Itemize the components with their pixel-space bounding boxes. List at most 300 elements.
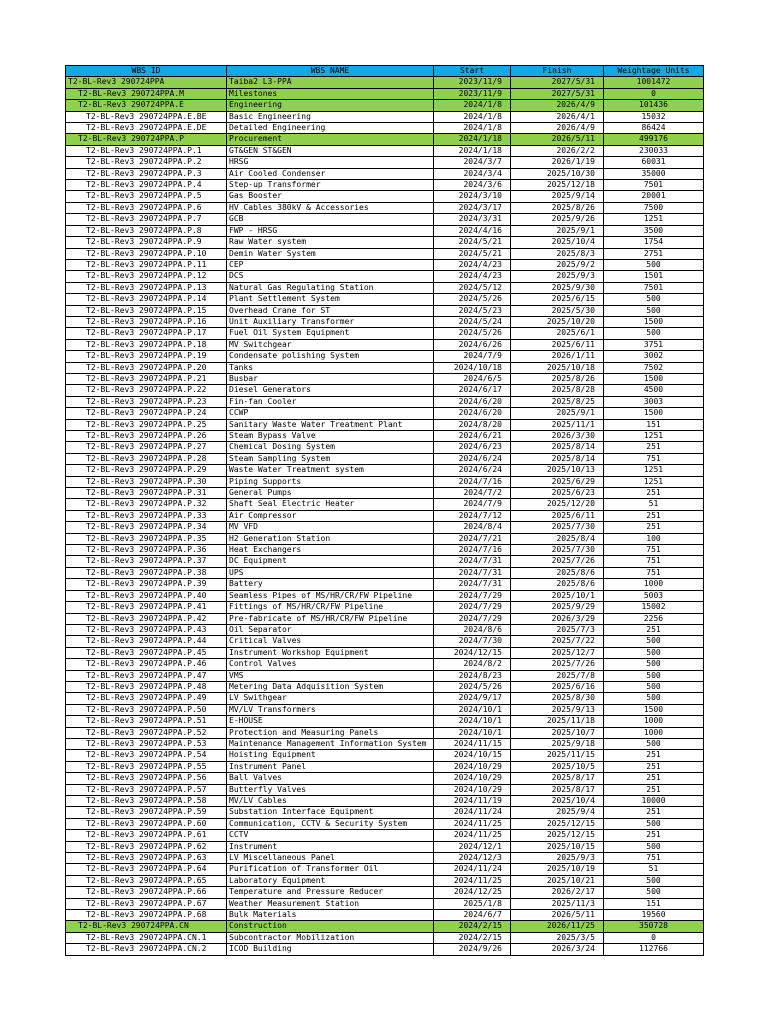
cell-finish[interactable]: 2025/10/5 xyxy=(511,761,604,772)
cell-wbs-id[interactable]: T2-BL-Rev3 290724PPA.P.38 xyxy=(66,567,227,578)
cell-finish[interactable]: 2025/9/4 xyxy=(511,807,604,818)
cell-weightage[interactable]: 751 xyxy=(604,853,704,864)
cell-weightage[interactable]: 3002 xyxy=(604,351,704,362)
cell-weightage[interactable]: 751 xyxy=(604,453,704,464)
cell-wbs-id[interactable]: T2-BL-Rev3 290724PPA.P.57 xyxy=(66,784,227,795)
cell-wbs-id[interactable]: T2-BL-Rev3 290724PPA.P.15 xyxy=(66,305,227,316)
cell-wbs-name[interactable]: Protection and Measuring Panels xyxy=(227,727,434,738)
cell-finish[interactable]: 2025/10/21 xyxy=(511,875,604,886)
cell-start[interactable]: 2024/1/18 xyxy=(434,134,511,145)
cell-finish[interactable]: 2025/10/30 xyxy=(511,168,604,179)
cell-wbs-name[interactable]: Subcontractor Mobilization xyxy=(227,932,434,943)
cell-wbs-name[interactable]: E-HOUSE xyxy=(227,716,434,727)
cell-weightage[interactable]: 19560 xyxy=(604,910,704,921)
table-row[interactable] xyxy=(66,510,704,521)
cell-weightage[interactable]: 500 xyxy=(604,681,704,692)
cell-finish[interactable]: 2026/3/29 xyxy=(511,613,604,624)
table-row[interactable] xyxy=(66,613,704,624)
cell-start[interactable]: 2024/5/21 xyxy=(434,248,511,259)
cell-finish[interactable]: 2025/12/18 xyxy=(511,180,604,191)
cell-start[interactable]: 2024/7/16 xyxy=(434,476,511,487)
cell-weightage[interactable]: 251 xyxy=(604,807,704,818)
cell-finish[interactable]: 2026/4/9 xyxy=(511,123,604,134)
cell-weightage[interactable]: 499176 xyxy=(604,134,704,145)
cell-weightage[interactable]: 0 xyxy=(604,932,704,943)
table-row[interactable] xyxy=(66,214,704,225)
cell-wbs-id[interactable]: T2-BL-Rev3 290724PPA.P.49 xyxy=(66,693,227,704)
cell-start[interactable]: 2024/7/29 xyxy=(434,590,511,601)
cell-finish[interactable]: 2025/11/18 xyxy=(511,716,604,727)
cell-wbs-id[interactable]: T2-BL-Rev3 290724PPA.P.2 xyxy=(66,157,227,168)
cell-start[interactable]: 2024/6/23 xyxy=(434,442,511,453)
table-row[interactable] xyxy=(66,761,704,772)
cell-wbs-name[interactable]: Detailed Engineering xyxy=(227,123,434,134)
cell-wbs-name[interactable]: Demin Water System xyxy=(227,248,434,259)
cell-start[interactable]: 2024/3/4 xyxy=(434,168,511,179)
cell-wbs-name[interactable]: Communication, CCTV & Security System xyxy=(227,818,434,829)
cell-start[interactable]: 2024/6/20 xyxy=(434,396,511,407)
cell-wbs-id[interactable]: T2-BL-Rev3 290724PPA.P.36 xyxy=(66,545,227,556)
cell-start[interactable]: 2024/3/6 xyxy=(434,180,511,191)
cell-weightage[interactable]: 3751 xyxy=(604,339,704,350)
cell-finish[interactable]: 2025/5/30 xyxy=(511,305,604,316)
cell-wbs-id[interactable]: T2-BL-Rev3 290724PPA.E.DE xyxy=(66,123,227,134)
cell-wbs-name[interactable]: Control Valves xyxy=(227,659,434,670)
cell-finish[interactable]: 2025/10/1 xyxy=(511,590,604,601)
cell-wbs-id[interactable]: T2-BL-Rev3 290724PPA.P.32 xyxy=(66,499,227,510)
cell-finish[interactable]: 2025/12/15 xyxy=(511,830,604,841)
cell-weightage[interactable]: 500 xyxy=(604,636,704,647)
cell-wbs-name[interactable]: Gas Booster xyxy=(227,191,434,202)
cell-weightage[interactable]: 500 xyxy=(604,738,704,749)
cell-weightage[interactable]: 7502 xyxy=(604,362,704,373)
cell-wbs-name[interactable]: Weather Measurement Station xyxy=(227,898,434,909)
cell-weightage[interactable]: 3500 xyxy=(604,225,704,236)
cell-wbs-id[interactable]: T2-BL-Rev3 290724PPA.CN.2 xyxy=(66,944,227,955)
cell-finish[interactable]: 2025/6/23 xyxy=(511,488,604,499)
cell-wbs-id[interactable]: T2-BL-Rev3 290724PPA.P.14 xyxy=(66,294,227,305)
cell-wbs-name[interactable]: HRSG xyxy=(227,157,434,168)
table-row[interactable] xyxy=(66,784,704,795)
cell-wbs-name[interactable]: DC Equipment xyxy=(227,556,434,567)
cell-weightage[interactable]: 251 xyxy=(604,750,704,761)
cell-finish[interactable]: 2025/7/26 xyxy=(511,659,604,670)
cell-finish[interactable]: 2026/5/11 xyxy=(511,910,604,921)
table-row[interactable] xyxy=(66,864,704,875)
cell-start[interactable]: 2024/6/20 xyxy=(434,408,511,419)
cell-weightage[interactable]: 1501 xyxy=(604,271,704,282)
cell-start[interactable]: 2024/7/29 xyxy=(434,613,511,624)
cell-start[interactable]: 2024/4/23 xyxy=(434,259,511,270)
cell-wbs-id[interactable]: T2-BL-Rev3 290724PPA.P.35 xyxy=(66,533,227,544)
cell-wbs-name[interactable]: Taiba2 L3-PPA xyxy=(227,77,434,88)
table-row[interactable] xyxy=(66,373,704,384)
cell-wbs-name[interactable]: Busbar xyxy=(227,373,434,384)
cell-weightage[interactable]: 500 xyxy=(604,693,704,704)
cell-weightage[interactable]: 7501 xyxy=(604,180,704,191)
cell-wbs-id[interactable]: T2-BL-Rev3 290724PPA.P.6 xyxy=(66,202,227,213)
cell-wbs-name[interactable]: FWP - HRSG xyxy=(227,225,434,236)
cell-wbs-name[interactable]: Air Compressor xyxy=(227,510,434,521)
table-row[interactable] xyxy=(66,522,704,533)
cell-start[interactable]: 2024/6/26 xyxy=(434,339,511,350)
header-wbs-name[interactable]: WBS NAME xyxy=(227,66,434,77)
cell-finish[interactable]: 2025/7/30 xyxy=(511,545,604,556)
cell-weightage[interactable]: 10000 xyxy=(604,796,704,807)
header-wbs-id[interactable]: WBS ID xyxy=(66,66,227,77)
cell-wbs-id[interactable]: T2-BL-Rev3 290724PPA.E.BE xyxy=(66,111,227,122)
cell-wbs-id[interactable]: T2-BL-Rev3 290724PPA.P.39 xyxy=(66,579,227,590)
table-row[interactable] xyxy=(66,590,704,601)
cell-weightage[interactable]: 51 xyxy=(604,864,704,875)
cell-start[interactable]: 2024/6/5 xyxy=(434,373,511,384)
cell-wbs-name[interactable]: Temperature and Pressure Reducer xyxy=(227,887,434,898)
cell-wbs-id[interactable]: T2-BL-Rev3 290724PPA.P.3 xyxy=(66,168,227,179)
cell-weightage[interactable]: 1251 xyxy=(604,431,704,442)
cell-wbs-name[interactable]: MV/LV Cables xyxy=(227,796,434,807)
table-row[interactable] xyxy=(66,533,704,544)
cell-wbs-id[interactable]: T2-BL-Rev3 290724PPA.P.25 xyxy=(66,419,227,430)
header-weightage-units[interactable]: Weightage Units xyxy=(604,66,704,77)
cell-finish[interactable]: 2026/2/17 xyxy=(511,887,604,898)
cell-finish[interactable]: 2026/5/11 xyxy=(511,134,604,145)
cell-wbs-name[interactable]: DCS xyxy=(227,271,434,282)
cell-wbs-id[interactable]: T2-BL-Rev3 290724PPA.M xyxy=(66,88,227,99)
cell-wbs-id[interactable]: T2-BL-Rev3 290724PPA.P.13 xyxy=(66,282,227,293)
cell-finish[interactable]: 2025/7/30 xyxy=(511,522,604,533)
cell-finish[interactable]: 2026/3/30 xyxy=(511,431,604,442)
cell-wbs-name[interactable]: Steam Bypass Valve xyxy=(227,431,434,442)
cell-wbs-name[interactable]: Condensate polishing System xyxy=(227,351,434,362)
cell-finish[interactable]: 2026/4/9 xyxy=(511,100,604,111)
cell-start[interactable]: 2024/2/15 xyxy=(434,921,511,932)
cell-wbs-id[interactable]: T2-BL-Rev3 290724PPA.P.12 xyxy=(66,271,227,282)
table-row[interactable] xyxy=(66,932,704,943)
cell-weightage[interactable]: 2751 xyxy=(604,248,704,259)
cell-wbs-id[interactable]: T2-BL-Rev3 290724PPA.P.42 xyxy=(66,613,227,624)
cell-wbs-name[interactable]: LV Swithgear xyxy=(227,693,434,704)
cell-wbs-id[interactable]: T2-BL-Rev3 290724PPA.P.21 xyxy=(66,373,227,384)
cell-start[interactable]: 2024/7/31 xyxy=(434,579,511,590)
cell-wbs-id[interactable]: T2-BL-Rev3 290724PPA.P.55 xyxy=(66,761,227,772)
cell-wbs-id[interactable]: T2-BL-Rev3 290724PPA.P.65 xyxy=(66,875,227,886)
cell-wbs-name[interactable]: CCWP xyxy=(227,408,434,419)
table-row[interactable] xyxy=(66,225,704,236)
table-row[interactable] xyxy=(66,910,704,921)
cell-wbs-id[interactable]: T2-BL-Rev3 290724PPA.P.46 xyxy=(66,659,227,670)
cell-finish[interactable]: 2025/6/11 xyxy=(511,510,604,521)
cell-weightage[interactable]: 500 xyxy=(604,647,704,658)
table-row[interactable] xyxy=(66,419,704,430)
cell-weightage[interactable]: 251 xyxy=(604,488,704,499)
cell-start[interactable]: 2024/5/26 xyxy=(434,328,511,339)
table-row[interactable] xyxy=(66,670,704,681)
table-row[interactable] xyxy=(66,282,704,293)
cell-wbs-id[interactable]: T2-BL-Rev3 290724PPA.P.8 xyxy=(66,225,227,236)
cell-start[interactable]: 2024/12/3 xyxy=(434,853,511,864)
cell-start[interactable]: 2025/1/8 xyxy=(434,898,511,909)
cell-wbs-id[interactable]: T2-BL-Rev3 290724PPA.P.20 xyxy=(66,362,227,373)
table-row[interactable] xyxy=(66,259,704,270)
table-row[interactable] xyxy=(66,442,704,453)
cell-wbs-name[interactable]: Instrument Panel xyxy=(227,761,434,772)
cell-weightage[interactable]: 0 xyxy=(604,88,704,99)
cell-start[interactable]: 2024/10/29 xyxy=(434,773,511,784)
cell-wbs-name[interactable]: Fittings of MS/HR/CR/FW Pipeline xyxy=(227,602,434,613)
cell-start[interactable]: 2024/10/1 xyxy=(434,727,511,738)
table-row[interactable] xyxy=(66,704,704,715)
table-row[interactable] xyxy=(66,773,704,784)
table-row[interactable] xyxy=(66,362,704,373)
cell-start[interactable]: 2024/11/24 xyxy=(434,807,511,818)
cell-start[interactable]: 2024/1/18 xyxy=(434,145,511,156)
cell-finish[interactable]: 2025/11/3 xyxy=(511,898,604,909)
cell-weightage[interactable]: 251 xyxy=(604,624,704,635)
cell-start[interactable]: 2024/11/25 xyxy=(434,875,511,886)
cell-finish[interactable]: 2025/9/30 xyxy=(511,282,604,293)
table-row[interactable] xyxy=(66,944,704,955)
cell-start[interactable]: 2024/12/1 xyxy=(434,841,511,852)
cell-wbs-name[interactable]: Hoisting Equipment xyxy=(227,750,434,761)
cell-wbs-name[interactable]: Overhead Crane for ST xyxy=(227,305,434,316)
cell-wbs-name[interactable]: LV Miscellaneous Panel xyxy=(227,853,434,864)
cell-wbs-id[interactable]: T2-BL-Rev3 290724PPA.P.51 xyxy=(66,716,227,727)
cell-wbs-name[interactable]: Tanks xyxy=(227,362,434,373)
cell-wbs-id[interactable]: T2-BL-Rev3 290724PPA.CN.1 xyxy=(66,932,227,943)
cell-finish[interactable]: 2025/10/20 xyxy=(511,316,604,327)
cell-finish[interactable]: 2025/9/29 xyxy=(511,602,604,613)
cell-finish[interactable]: 2025/8/26 xyxy=(511,373,604,384)
cell-finish[interactable]: 2025/6/16 xyxy=(511,681,604,692)
table-row[interactable] xyxy=(66,807,704,818)
cell-start[interactable]: 2024/6/21 xyxy=(434,431,511,442)
table-row[interactable] xyxy=(66,567,704,578)
cell-weightage[interactable]: 15032 xyxy=(604,111,704,122)
cell-start[interactable]: 2024/6/24 xyxy=(434,465,511,476)
header-start[interactable]: Start xyxy=(434,66,511,77)
cell-start[interactable]: 2024/8/23 xyxy=(434,670,511,681)
cell-start[interactable]: 2024/10/29 xyxy=(434,761,511,772)
cell-wbs-name[interactable]: Oil Separator xyxy=(227,624,434,635)
cell-wbs-name[interactable]: Engineering xyxy=(227,100,434,111)
cell-wbs-id[interactable]: T2-BL-Rev3 290724PPA.P.43 xyxy=(66,624,227,635)
cell-wbs-name[interactable]: Plant Settlement System xyxy=(227,294,434,305)
cell-wbs-name[interactable]: Natural Gas Regulating Station xyxy=(227,282,434,293)
cell-finish[interactable]: 2025/11/1 xyxy=(511,419,604,430)
cell-start[interactable]: 2024/3/10 xyxy=(434,191,511,202)
cell-weightage[interactable]: 251 xyxy=(604,510,704,521)
cell-start[interactable]: 2024/1/8 xyxy=(434,111,511,122)
cell-weightage[interactable]: 1000 xyxy=(604,579,704,590)
cell-weightage[interactable]: 60031 xyxy=(604,157,704,168)
cell-finish[interactable]: 2025/9/14 xyxy=(511,191,604,202)
cell-weightage[interactable]: 3003 xyxy=(604,396,704,407)
cell-wbs-id[interactable]: T2-BL-Rev3 290724PPA.P xyxy=(66,134,227,145)
cell-weightage[interactable]: 35000 xyxy=(604,168,704,179)
cell-finish[interactable]: 2025/10/19 xyxy=(511,864,604,875)
cell-weightage[interactable]: 51 xyxy=(604,499,704,510)
table-row[interactable] xyxy=(66,659,704,670)
cell-weightage[interactable]: 1500 xyxy=(604,373,704,384)
cell-weightage[interactable]: 1251 xyxy=(604,476,704,487)
cell-wbs-name[interactable]: Pre-fabricate of MS/HR/CR/FW Pipeline xyxy=(227,613,434,624)
cell-wbs-id[interactable]: T2-BL-Rev3 290724PPA.P.18 xyxy=(66,339,227,350)
cell-weightage[interactable]: 151 xyxy=(604,898,704,909)
table-row[interactable] xyxy=(66,408,704,419)
table-row[interactable] xyxy=(66,921,704,932)
cell-weightage[interactable]: 500 xyxy=(604,875,704,886)
cell-finish[interactable]: 2025/9/1 xyxy=(511,225,604,236)
table-row[interactable] xyxy=(66,77,704,88)
cell-start[interactable]: 2024/8/2 xyxy=(434,659,511,670)
cell-start[interactable]: 2024/6/7 xyxy=(434,910,511,921)
cell-weightage[interactable]: 2256 xyxy=(604,613,704,624)
cell-wbs-id[interactable]: T2-BL-Rev3 290724PPA.P.53 xyxy=(66,738,227,749)
cell-weightage[interactable]: 86424 xyxy=(604,123,704,134)
cell-wbs-name[interactable]: GT&GEN ST&GEN xyxy=(227,145,434,156)
cell-finish[interactable]: 2025/11/15 xyxy=(511,750,604,761)
cell-weightage[interactable]: 1500 xyxy=(604,704,704,715)
cell-wbs-id[interactable]: T2-BL-Rev3 290724PPA.P.54 xyxy=(66,750,227,761)
cell-wbs-id[interactable]: T2-BL-Rev3 290724PPA.CN xyxy=(66,921,227,932)
cell-weightage[interactable]: 751 xyxy=(604,545,704,556)
cell-start[interactable]: 2024/5/26 xyxy=(434,294,511,305)
cell-weightage[interactable]: 500 xyxy=(604,259,704,270)
cell-wbs-id[interactable]: T2-BL-Rev3 290724PPA.P.4 xyxy=(66,180,227,191)
cell-wbs-id[interactable]: T2-BL-Rev3 290724PPA.P.27 xyxy=(66,442,227,453)
cell-finish[interactable]: 2025/12/15 xyxy=(511,818,604,829)
cell-wbs-name[interactable]: Construction xyxy=(227,921,434,932)
cell-weightage[interactable]: 751 xyxy=(604,567,704,578)
cell-wbs-id[interactable]: T2-BL-Rev3 290724PPA.P.26 xyxy=(66,431,227,442)
cell-weightage[interactable]: 1000 xyxy=(604,727,704,738)
cell-start[interactable]: 2024/8/4 xyxy=(434,522,511,533)
cell-wbs-id[interactable]: T2-BL-Rev3 290724PPA.P.68 xyxy=(66,910,227,921)
cell-finish[interactable]: 2025/6/11 xyxy=(511,339,604,350)
cell-wbs-id[interactable]: T2-BL-Rev3 290724PPA.P.9 xyxy=(66,237,227,248)
cell-start[interactable]: 2024/11/19 xyxy=(434,796,511,807)
cell-finish[interactable]: 2025/8/4 xyxy=(511,533,604,544)
cell-finish[interactable]: 2027/5/31 xyxy=(511,88,604,99)
cell-weightage[interactable]: 251 xyxy=(604,773,704,784)
cell-wbs-name[interactable]: Critical Valves xyxy=(227,636,434,647)
cell-wbs-id[interactable]: T2-BL-Rev3 290724PPA.P.31 xyxy=(66,488,227,499)
cell-start[interactable]: 2023/11/9 xyxy=(434,88,511,99)
cell-start[interactable]: 2024/10/29 xyxy=(434,784,511,795)
cell-start[interactable]: 2024/7/16 xyxy=(434,545,511,556)
cell-wbs-name[interactable]: Waste Water Treatment system xyxy=(227,465,434,476)
cell-weightage[interactable]: 112766 xyxy=(604,944,704,955)
cell-weightage[interactable]: 1500 xyxy=(604,408,704,419)
cell-weightage[interactable]: 1251 xyxy=(604,465,704,476)
cell-wbs-id[interactable]: T2-BL-Rev3 290724PPA.P.19 xyxy=(66,351,227,362)
cell-start[interactable]: 2024/9/17 xyxy=(434,693,511,704)
cell-start[interactable]: 2023/11/9 xyxy=(434,77,511,88)
cell-wbs-name[interactable]: Shaft Seal Electric Heater xyxy=(227,499,434,510)
table-row[interactable] xyxy=(66,431,704,442)
cell-start[interactable]: 2024/7/12 xyxy=(434,510,511,521)
cell-finish[interactable]: 2025/8/14 xyxy=(511,442,604,453)
cell-wbs-id[interactable]: T2-BL-Rev3 290724PPA.P.22 xyxy=(66,385,227,396)
cell-wbs-id[interactable]: T2-BL-Rev3 290724PPA.P.48 xyxy=(66,681,227,692)
cell-wbs-id[interactable]: T2-BL-Rev3 290724PPA.P.41 xyxy=(66,602,227,613)
table-row[interactable] xyxy=(66,556,704,567)
cell-wbs-id[interactable]: T2-BL-Rev3 290724PPA.P.28 xyxy=(66,453,227,464)
table-row[interactable] xyxy=(66,88,704,99)
cell-start[interactable]: 2024/12/25 xyxy=(434,887,511,898)
cell-wbs-id[interactable]: T2-BL-Rev3 290724PPA.E xyxy=(66,100,227,111)
cell-wbs-name[interactable]: Battery xyxy=(227,579,434,590)
cell-weightage[interactable]: 751 xyxy=(604,556,704,567)
cell-start[interactable]: 2024/1/8 xyxy=(434,123,511,134)
table-row[interactable] xyxy=(66,157,704,168)
cell-wbs-id[interactable]: T2-BL-Rev3 290724PPA.P.40 xyxy=(66,590,227,601)
cell-wbs-name[interactable]: Metering Data Adquisition System xyxy=(227,681,434,692)
cell-wbs-name[interactable]: MV/LV Transformers xyxy=(227,704,434,715)
cell-wbs-name[interactable]: ICOD Building xyxy=(227,944,434,955)
cell-wbs-id[interactable]: T2-BL-Rev3 290724PPA.P.58 xyxy=(66,796,227,807)
table-row[interactable] xyxy=(66,488,704,499)
cell-finish[interactable]: 2025/7/8 xyxy=(511,670,604,681)
cell-weightage[interactable]: 251 xyxy=(604,522,704,533)
cell-wbs-id[interactable]: T2-BL-Rev3 290724PPA.P.33 xyxy=(66,510,227,521)
table-row[interactable] xyxy=(66,624,704,635)
cell-wbs-name[interactable]: Unit Auxiliary Transformer xyxy=(227,316,434,327)
cell-weightage[interactable]: 1754 xyxy=(604,237,704,248)
cell-wbs-name[interactable]: Seamless Pipes of MS/HR/CR/FW Pipeline xyxy=(227,590,434,601)
table-row[interactable] xyxy=(66,328,704,339)
table-row[interactable] xyxy=(66,738,704,749)
cell-wbs-id[interactable]: T2-BL-Rev3 290724PPA.P.62 xyxy=(66,841,227,852)
cell-weightage[interactable]: 100 xyxy=(604,533,704,544)
cell-start[interactable]: 2024/10/15 xyxy=(434,750,511,761)
cell-wbs-id[interactable]: T2-BL-Rev3 290724PPA.P.1 xyxy=(66,145,227,156)
cell-wbs-name[interactable]: Instrument xyxy=(227,841,434,852)
cell-finish[interactable]: 2026/4/1 xyxy=(511,111,604,122)
cell-wbs-id[interactable]: T2-BL-Rev3 290724PPA.P.52 xyxy=(66,727,227,738)
cell-wbs-name[interactable]: General Pumps xyxy=(227,488,434,499)
table-row[interactable] xyxy=(66,887,704,898)
cell-finish[interactable]: 2025/9/13 xyxy=(511,704,604,715)
cell-wbs-name[interactable]: Milestones xyxy=(227,88,434,99)
cell-start[interactable]: 2024/9/26 xyxy=(434,944,511,955)
header-finish[interactable]: Finish xyxy=(511,66,604,77)
cell-start[interactable]: 2024/7/31 xyxy=(434,567,511,578)
cell-weightage[interactable]: 7501 xyxy=(604,282,704,293)
table-row[interactable] xyxy=(66,385,704,396)
cell-wbs-id[interactable]: T2-BL-Rev3 290724PPA.P.67 xyxy=(66,898,227,909)
cell-wbs-id[interactable]: T2-BL-Rev3 290724PPA.P.44 xyxy=(66,636,227,647)
cell-finish[interactable]: 2025/8/26 xyxy=(511,202,604,213)
cell-finish[interactable]: 2025/8/30 xyxy=(511,693,604,704)
cell-wbs-id[interactable]: T2-BL-Rev3 290724PPA.P.47 xyxy=(66,670,227,681)
table-row[interactable] xyxy=(66,716,704,727)
cell-finish[interactable]: 2025/9/1 xyxy=(511,408,604,419)
cell-wbs-name[interactable]: Bulk Materials xyxy=(227,910,434,921)
table-row[interactable] xyxy=(66,180,704,191)
cell-start[interactable]: 2024/5/23 xyxy=(434,305,511,316)
cell-wbs-id[interactable]: T2-BL-Rev3 290724PPA.P.11 xyxy=(66,259,227,270)
cell-start[interactable]: 2024/10/1 xyxy=(434,704,511,715)
cell-start[interactable]: 2024/1/8 xyxy=(434,100,511,111)
cell-wbs-id[interactable]: T2-BL-Rev3 290724PPA.P.24 xyxy=(66,408,227,419)
cell-start[interactable]: 2024/3/7 xyxy=(434,157,511,168)
cell-wbs-id[interactable]: T2-BL-Rev3 290724PPA.P.56 xyxy=(66,773,227,784)
table-row[interactable] xyxy=(66,396,704,407)
cell-start[interactable]: 2024/10/18 xyxy=(434,362,511,373)
cell-finish[interactable]: 2026/1/19 xyxy=(511,157,604,168)
cell-weightage[interactable]: 500 xyxy=(604,670,704,681)
